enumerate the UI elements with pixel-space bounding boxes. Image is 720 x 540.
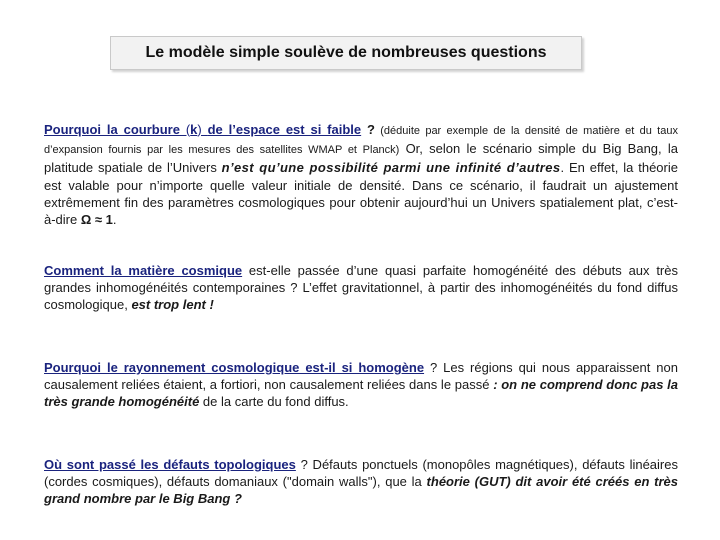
question-curvature-part2: de l’espace est si faible	[207, 122, 362, 137]
question-matter: Comment la matière cosmique	[44, 263, 243, 278]
matter-text: est-elle passée d’une quasi parfaite homogénéité des débuts aux très grandes inhomogénéités contemporaines ? L’effet gravitationnel, à partir des inhomogénéités du fond diffus cosmologique,	[44, 263, 678, 313]
paragraph-radiation	[44, 359, 678, 411]
curvature-text-2: . En effet, la théorie est valable pour n’importe quelle valeur initiale de densité. Dans ce scénario, il faudrait un ajustement extrêmement fin des paramètres cosmologiques pour obtenir aujourd’hui un Univers spatialement plat, c’est-à-dire	[44, 160, 678, 228]
curvature-text-1: Or, selon le scénario simple du Big Bang, la platitude spatiale de l’Univers	[44, 141, 678, 176]
curvature-note: (déduite par exemple de la densité de matière et du taux d’expansion fournis par les mesures des satellites WMAP et Planck)	[44, 125, 678, 157]
curvature-end: .	[112, 212, 117, 228]
question-radiation: Pourquoi le rayonnement cosmologique est-il si homogène	[44, 360, 425, 375]
question-defects: Où sont passé les défauts topologiques	[44, 457, 296, 472]
question-curvature-paren-open: (	[179, 122, 191, 137]
omega-formula: Ω ≈ 1	[80, 212, 113, 228]
paragraph-defects	[44, 456, 678, 508]
radiation-text-1: ? Les régions qui nous apparaissent non causalement reliées étaient, a fortiori, non causalement reliées dans le passé	[44, 360, 678, 393]
radiation-text-2: de la carte du fond diffus.	[199, 394, 349, 410]
curvature-emphasis: n’est qu’une possibilité parmi une infinité d’autres	[221, 160, 561, 176]
paragraph-curvature	[44, 121, 678, 228]
slide-title: Le modèle simple soulève de nombreuses questions	[110, 36, 582, 70]
matter-emphasis: est trop lent !	[131, 297, 214, 313]
question-curvature-mark: ?	[361, 122, 375, 137]
paragraph-matter	[44, 262, 678, 314]
defects-text: ? Défauts ponctuels (monopôles magnétiques), défauts linéaires (cordes cosmiques), défauts domaniaux ("domain walls"), que la	[44, 457, 678, 490]
defects-emphasis: théorie (GUT) dit avoir été créés en très grand nombre par le Big Bang ?	[44, 474, 679, 507]
question-curvature-k: k	[190, 122, 198, 137]
question-curvature-paren-close: )	[197, 122, 208, 137]
question-curvature-part1: Pourquoi la courbure	[44, 122, 180, 137]
radiation-emphasis: : on ne comprend donc pas la très grande homogénéité	[44, 377, 679, 410]
